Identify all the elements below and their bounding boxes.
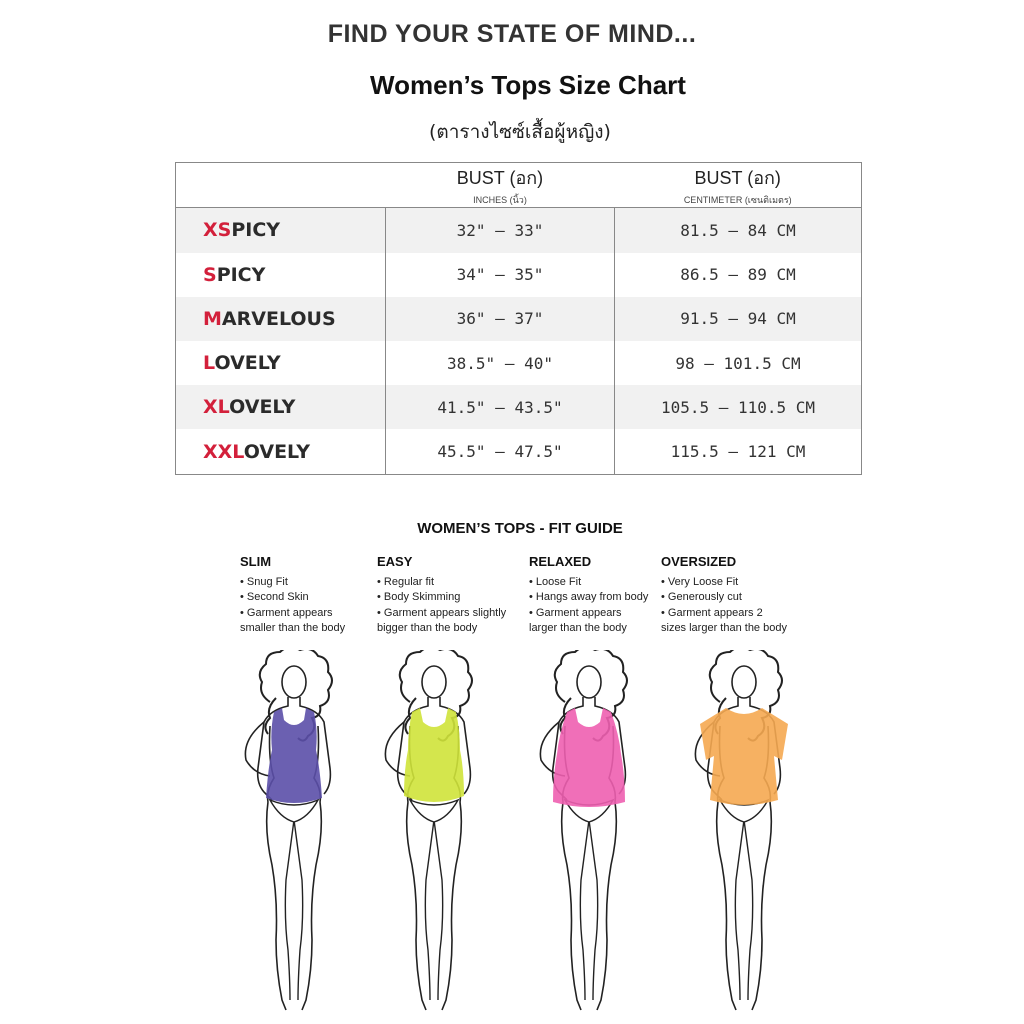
bust-inches: 34" – 35" — [386, 253, 615, 297]
size-name — [176, 429, 386, 474]
bust-cm: 98 – 101.5 CM — [615, 341, 862, 385]
size-letter: XL — [203, 396, 230, 419]
fit-column-easy — [377, 554, 527, 637]
size-name — [176, 253, 386, 297]
fit-name: SLIM — [240, 554, 272, 569]
fit-column-oversized — [661, 554, 811, 637]
header-inches-label: BUST (อก) — [456, 168, 544, 188]
fit-name: OVERSIZED — [661, 554, 737, 569]
fit-line: • Garment appears — [529, 606, 622, 619]
table-row — [176, 208, 862, 253]
fit-line: smaller than the body — [240, 622, 346, 634]
bust-inches: 45.5" – 47.5" — [386, 429, 615, 474]
fit-line: • Loose Fit — [529, 575, 582, 588]
bust-cm: 81.5 – 84 CM — [615, 208, 862, 253]
header-cm-label: BUST (อก) — [694, 168, 781, 188]
bust-cm: 115.5 – 121 CM — [615, 429, 862, 474]
size-name — [176, 385, 386, 429]
header-blank-cell — [176, 163, 386, 208]
fit-line: • Garment appears 2 — [661, 606, 763, 619]
table-row — [176, 429, 862, 474]
fit-line: • Very Loose Fit — [661, 575, 739, 588]
fit-line: sizes larger than the body — [661, 622, 787, 634]
size-word: OVELY — [214, 352, 281, 375]
page-title: Women’s Tops Size Chart — [370, 70, 686, 100]
size-word: PICY — [216, 263, 266, 286]
size-letter: M — [203, 307, 222, 330]
fit-figures-illustration — [220, 650, 820, 1020]
page-subtitle: (ตารางไซซ์เสื้อผู้หญิง) — [429, 121, 611, 143]
size-word: OVELY — [243, 440, 310, 463]
size-name — [176, 341, 386, 385]
size-letter: S — [203, 263, 217, 286]
header-inches — [386, 163, 615, 208]
fit-line: • Generously cut — [661, 591, 742, 603]
fit-name: RELAXED — [529, 554, 592, 569]
size-letter: XS — [203, 219, 232, 242]
header-cm-unit: CENTIMETER (เซนติเมตร) — [683, 195, 792, 205]
fit-line: • Second Skin — [240, 591, 309, 603]
fit-line: • Regular fit — [377, 575, 435, 588]
fit-line: bigger than the body — [377, 622, 478, 634]
table-row — [176, 297, 862, 341]
fit-line: larger than the body — [529, 622, 627, 634]
header-inches-unit: INCHES (นิ้ว) — [473, 195, 527, 205]
table-header-row — [176, 163, 862, 208]
bust-inches: 38.5" – 40" — [386, 341, 615, 385]
size-letter: L — [203, 352, 215, 375]
bust-inches: 36" – 37" — [386, 297, 615, 341]
size-word: OVELY — [229, 396, 296, 419]
fit-line: • Garment appears — [240, 606, 333, 619]
fit-guide-title: WOMEN’S TOPS - FIT GUIDE — [417, 520, 623, 537]
bust-inches: 41.5" – 43.5" — [386, 385, 615, 429]
fit-line: • Hangs away from body — [529, 591, 649, 603]
oversized-figure — [695, 650, 788, 1010]
bust-cm: 86.5 – 89 CM — [615, 253, 862, 297]
size-word: PICY — [231, 219, 281, 242]
fit-column-relaxed — [529, 554, 679, 637]
relaxed-figure — [540, 650, 627, 1010]
size-name — [176, 208, 386, 253]
fit-line: • Snug Fit — [240, 575, 288, 588]
size-name — [176, 297, 386, 341]
slim-figure — [245, 650, 332, 1010]
fit-line: • Garment appears slightly — [377, 606, 507, 619]
size-letter: XXL — [203, 440, 244, 463]
table-row — [176, 385, 862, 429]
tagline: FIND YOUR STATE OF MIND... — [327, 20, 697, 48]
bust-cm: 91.5 – 94 CM — [615, 297, 862, 341]
size-word: ARVELOUS — [221, 307, 336, 330]
size-chart-table — [175, 162, 862, 475]
fit-name: EASY — [377, 554, 413, 569]
table-row — [176, 341, 862, 385]
fit-line: • Body Skimming — [377, 591, 461, 603]
bust-inches: 32" – 33" — [386, 208, 615, 253]
easy-figure — [385, 650, 472, 1010]
fit-column-slim — [240, 554, 390, 637]
table-row — [176, 253, 862, 297]
header-cm — [615, 163, 862, 208]
bust-cm: 105.5 – 110.5 CM — [615, 385, 862, 429]
